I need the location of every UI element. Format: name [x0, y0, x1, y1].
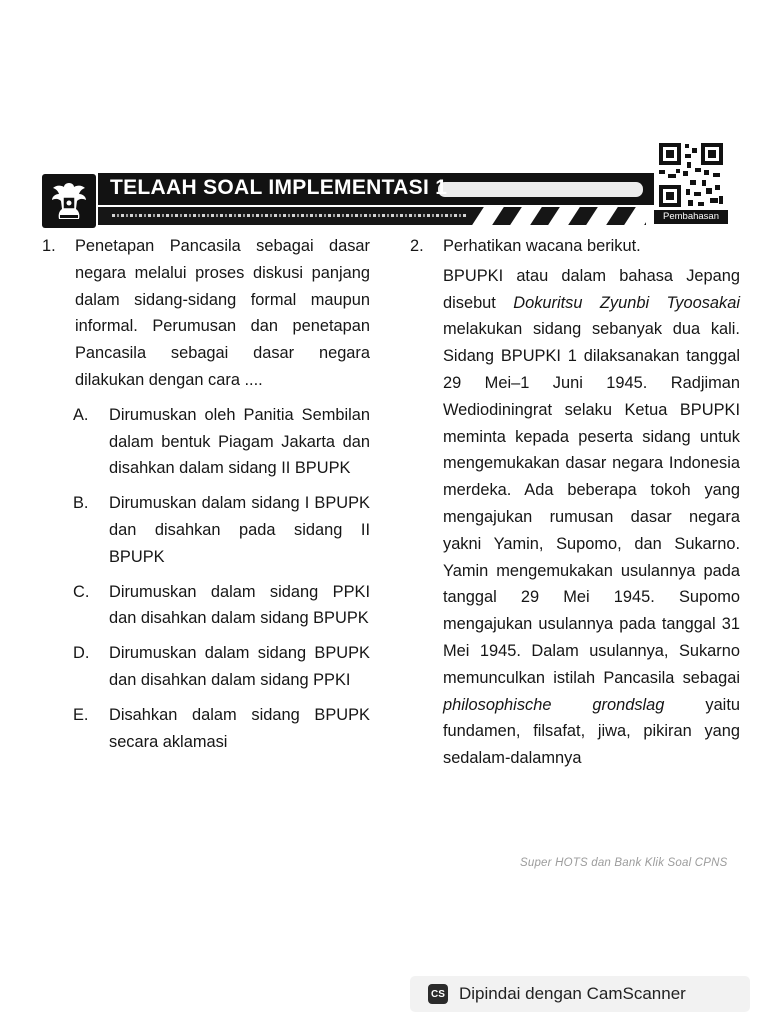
- question-stem: Penetapan Pancasila sebagai dasar negara melalui proses diskusi panjang dalam sidang-sidang formal maupun informal. Perumusan dan penetapan Pancasila sebagai dasar negara dilakukan dengan cara ....: [75, 237, 370, 389]
- option-a[interactable]: [73, 402, 370, 482]
- reading-passage: [443, 263, 740, 772]
- option-b[interactable]: [73, 490, 370, 570]
- question-2: [410, 233, 740, 772]
- passage-text: yaitu fundamen, filsafat, jiwa, pikiran yang sedalam-dalamnya: [443, 695, 740, 768]
- option-text: Dirumuskan dalam sidang PPKI dan disahkan dalam sidang BPUPK: [109, 582, 370, 628]
- passage-text: BPUPKI atau dalam bahasa Jepang disebut: [443, 266, 740, 312]
- option-letter: E.: [73, 705, 89, 724]
- question-stem: Perhatikan wacana berikut.: [443, 237, 641, 255]
- question-1: [42, 233, 370, 755]
- option-c[interactable]: [73, 579, 370, 633]
- option-letter: B.: [73, 494, 89, 513]
- option-text: Dirumuskan dalam sidang BPUPK dan disahkan dalam sidang PPKI: [109, 644, 370, 689]
- passage-term-dutch: philosophische grondslag: [443, 695, 665, 714]
- camscanner-watermark: [410, 976, 750, 1012]
- option-text: Disahkan dalam sidang BPUPK secara aklamasi: [109, 705, 370, 751]
- section-banner: [0, 140, 768, 232]
- camscanner-logo-icon: CS: [428, 984, 448, 1004]
- option-text: Dirumuskan dalam sidang I BPUPK dan disahkan pada sidang II BPUPK: [109, 494, 370, 566]
- title-bar: [98, 173, 654, 205]
- section-title: TELAAH SOAL IMPLEMENTASI 1: [110, 176, 448, 199]
- decorative-texture: [112, 214, 467, 217]
- answer-options: [73, 402, 370, 756]
- question-number: 2.: [410, 237, 424, 255]
- qr-code-icon[interactable]: [654, 140, 728, 210]
- question-number: 1.: [42, 237, 56, 255]
- book-footer-note: Super HOTS dan Bank Klik Soal CPNS: [520, 857, 728, 869]
- passage-text: melakukan sidang sebanyak dua kali. Sidang BPUPKI 1 dilaksanakan tanggal 29 Mei–1 Juni 1945. Radjiman Wediodiningrat selaku Ketua BPUPKI meminta kepada peserta sidang untuk mengemukakan dasar negara Indonesia merdeka. Ada beberapa tokoh yang mengajukan rumusan dasar negara yakni Yamin, Supomo, dan Sukarno. Yamin mengemukakan usulannya pada tanggal 29 Mei 1945. Supomo mengajukan usulannya pada tanggal 31 Mei 1945. Dalam usulannya, Sukarno memunculkan istilah Pancasila sebagai: [443, 320, 740, 687]
- option-letter: A.: [73, 405, 89, 424]
- camscanner-label: Dipindai dengan CamScanner: [459, 984, 686, 1003]
- option-e[interactable]: [73, 702, 370, 756]
- passage-term-japanese: Dokuritsu Zyunbi Tyoosakai: [513, 293, 740, 312]
- option-text: Dirumuskan oleh Panitia Sembilan dalam bentuk Piagam Jakarta dan disahkan dalam sidang II BPUPK: [109, 405, 370, 478]
- title-highlight: [438, 182, 643, 197]
- option-letter: D.: [73, 644, 90, 663]
- garuda-emblem-icon: [42, 174, 96, 228]
- option-letter: C.: [73, 582, 90, 601]
- qr-caption: Pembahasan: [654, 210, 728, 224]
- option-d[interactable]: [73, 640, 370, 694]
